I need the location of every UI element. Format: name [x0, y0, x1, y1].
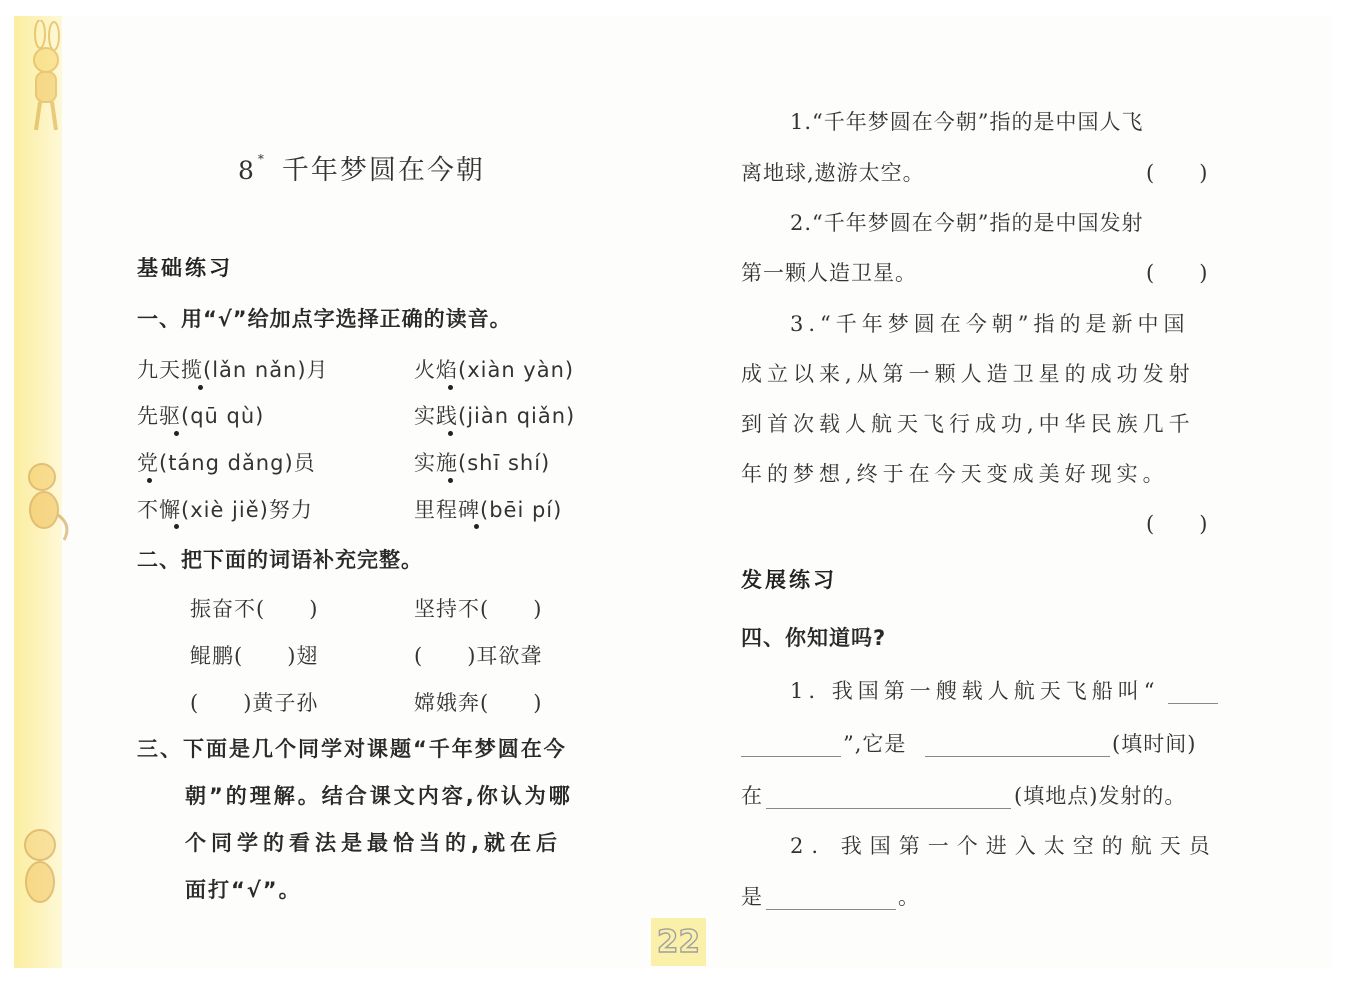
fill-word-item: ( )耳欲聋	[414, 644, 543, 668]
option-3-line: 成立以来,从第一颗人造卫星的成功发射	[741, 362, 1195, 386]
emphasis-dot	[147, 478, 152, 483]
reading-item: 九天揽(lǎn nǎn)月	[137, 358, 329, 382]
reading-item: 不懈(xiè jiě)努力	[137, 498, 313, 522]
answer-blank[interactable]	[766, 807, 1011, 809]
question-3-line: 朝”的理解。结合课文内容,你认为哪	[185, 784, 573, 808]
fill-word-item: 振奋不( )	[190, 597, 319, 621]
question-4-sub1: 1. 我国第一艘载人航天飞船叫“	[790, 679, 1160, 703]
question-4-sub1-hint: (填地点)发射的。	[1014, 784, 1187, 808]
question-1-prompt: 一、用“√”给加点字选择正确的读音。	[137, 307, 512, 331]
option-1-line: 离地球,遨游太空。	[741, 161, 925, 185]
question-2-prompt: 二、把下面的词语补充完整。	[137, 548, 423, 572]
question-4-prompt: 四、你知道吗?	[741, 626, 887, 650]
emphasis-dot	[448, 385, 453, 390]
option-3-line: 年的梦想,终于在今天变成美好现实。	[741, 462, 1169, 486]
section-heading-basic: 基础练习	[137, 256, 233, 280]
option-2-line: 2.“千年梦圆在今朝”指的是中国发射	[790, 211, 1144, 235]
rabbit-cartoon-icon	[18, 20, 70, 140]
workbook-page	[14, 16, 1332, 968]
reading-item: 党(táng dǎng)员	[137, 451, 316, 475]
lesson-mark: *	[257, 152, 266, 166]
reading-item: 先驱(qū qù)	[137, 404, 265, 428]
fill-word-item: ( )黄子孙	[190, 691, 319, 715]
fill-word-item: 鲲鹏( )翅	[190, 644, 319, 668]
question-3-line: 个同学的看法是最恰当的,就在后	[185, 831, 562, 855]
emphasis-dot	[474, 524, 479, 529]
lesson-number: 8	[238, 156, 256, 185]
answer-paren[interactable]: ( )	[1146, 161, 1209, 185]
emphasis-dot	[448, 431, 453, 436]
emphasis-dot	[448, 478, 453, 483]
reading-item: 火焰(xiàn yàn)	[414, 358, 575, 382]
question-4-sub1-text: ”,它是	[843, 732, 907, 756]
tiger-cartoon-icon	[16, 820, 62, 910]
answer-blank[interactable]	[925, 755, 1110, 757]
emphasis-dot	[174, 524, 179, 529]
reading-item: 里程碑(bēi pí)	[414, 498, 563, 522]
reading-item: 实践(jiàn qiǎn)	[414, 404, 576, 428]
fill-word-item: 坚持不( )	[414, 597, 543, 621]
section-heading-development: 发展练习	[741, 568, 837, 592]
emphasis-dot	[174, 431, 179, 436]
lesson-title-text: 千年梦圆在今朝	[281, 155, 485, 186]
question-3-line: 面打“√”。	[185, 878, 302, 902]
option-3-line: 到首次载人航天飞行成功,中华民族几千	[741, 412, 1195, 436]
question-3-line: 三、下面是几个同学对课题“千年梦圆在今	[137, 737, 567, 761]
lesson-title	[238, 148, 485, 187]
monkey-cartoon-icon	[14, 455, 74, 545]
emphasis-dot	[198, 385, 203, 390]
answer-paren[interactable]: ( )	[1146, 261, 1209, 285]
question-4-sub1-hint: (填时间)	[1112, 732, 1197, 756]
page-number: 22	[656, 924, 701, 960]
option-3-line: 3.“千年梦圆在今朝”指的是新中国	[790, 312, 1190, 336]
fill-word-item: 嫦娥奔( )	[414, 691, 543, 715]
answer-paren[interactable]: ( )	[1146, 512, 1209, 536]
option-1-line: 1.“千年梦圆在今朝”指的是中国人飞	[790, 110, 1144, 134]
option-2-line: 第一颗人造卫星。	[741, 261, 917, 285]
answer-blank[interactable]	[1168, 702, 1218, 704]
answer-blank[interactable]	[766, 908, 896, 910]
reading-item: 实施(shī shí)	[414, 451, 551, 475]
question-4-sub2: 2. 我国第一个进入太空的航天员	[790, 834, 1218, 858]
question-4-sub2-end: 。	[898, 885, 920, 909]
question-4-sub2-text: 是	[741, 885, 763, 909]
question-4-sub1-text: 在	[741, 784, 763, 808]
page-number-badge	[651, 918, 706, 966]
answer-blank[interactable]	[741, 755, 841, 757]
